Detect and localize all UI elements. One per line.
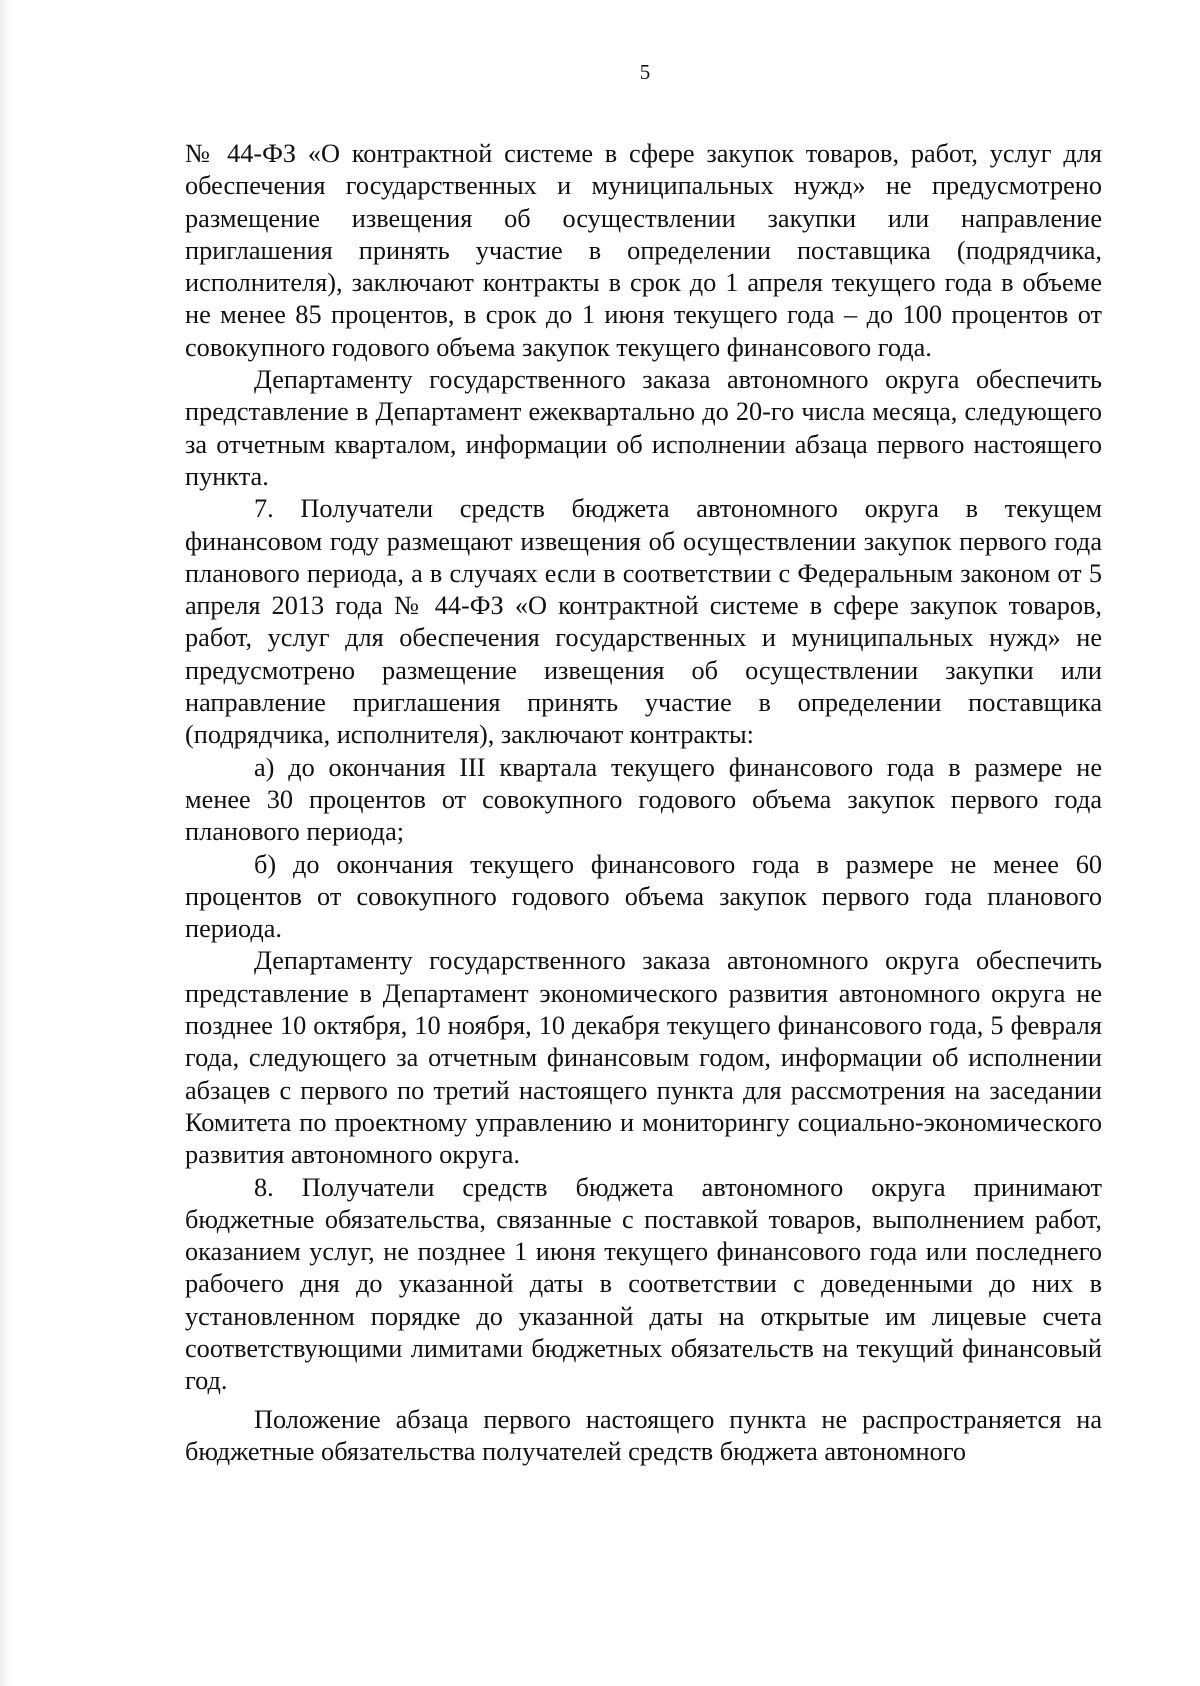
document-body xyxy=(185,138,1102,1468)
paragraph-subitem-b: б) до окончания текущего финансового года в размере не менее 60 процентов от совокупного годового объема закупок первого года планового периода. xyxy=(185,849,1102,944)
scan-edge-shadow xyxy=(0,0,14,1686)
page-number: 5 xyxy=(639,60,651,84)
paragraph-department-reporting: Департаменту государственного заказа автономного округа обеспечить представление в Департамент ежеквартально до 20-го числа месяца, следующего за отчетным кварталом, информации об исполнении абзаца первого настоящего пункта. xyxy=(185,365,1102,491)
paragraph-item-8: 8. Получатели средств бюджета автономного округа принимают бюджетные обязательства, связанные с поставкой товаров, выполнением работ, оказанием услуг, не позднее 1 июня текущего финансового года или последнего рабочего дня до указанной даты в соответствии с доведенными до них в установленном порядке до указанной даты на открытые им лицевые счета соответствующими лимитами бюджетных обязательств на текущий финансовый год. xyxy=(185,1172,1102,1396)
paragraph-department-economic-reporting: Департаменту государственного заказа автономного округа обеспечить представление в Департамент экономического развития автономного округа не позднее 10 октября, 10 ноября, 10 декабря текущего финансового года, 5 февраля года, следующего за отчетным финансовым годом, информации об исполнении абзацев с первого по третий настоящего пункта для рассмотрения на заседании Комитета по проектному управлению и мониторингу социально-экономического развития автономного округа. xyxy=(185,946,1102,1170)
paragraph-exception: Положение абзаца первого настоящего пункта не распространяется на бюджетные обязательства получателей средств бюджета автономного xyxy=(185,1404,1102,1466)
paragraph-subitem-a: а) до окончания III квартала текущего финансового года в размере не менее 30 процентов от совокупного годового объема закупок первого года планового периода; xyxy=(185,752,1102,847)
paragraph-continuation: № 44-ФЗ «О контрактной системе в сфере закупок товаров, работ, услуг для обеспечения государственных и муниципальных нужд» не предусмотрено размещение извещения об осуществлении закупки или направление приглашения принять участие в определении поставщика (подрядчика, исполнителя), заключают контракты в срок до 1 апреля текущего года в объеме не менее 85 процентов, в срок до 1 июня текущего года – до 100 процентов от совокупного годового объема закупок текущего финансового года. xyxy=(185,139,1102,362)
paragraph-item-7: 7. Получатели средств бюджета автономного округа в текущем финансовом году размещают извещения об осуществлении закупок первого года планового периода, а в случаях если в соответствии с Федеральным законом от 5 апреля 2013 года № 44-ФЗ «О контрактной системе в сфере закупок товаров, работ, услуг для обеспечения государственных и муниципальных нужд» не предусмотрено размещение извещения об осуществлении закупки или направление приглашения принять участие в определении поставщика (подрядчика, исполнителя), заключают контракты: xyxy=(185,494,1102,750)
